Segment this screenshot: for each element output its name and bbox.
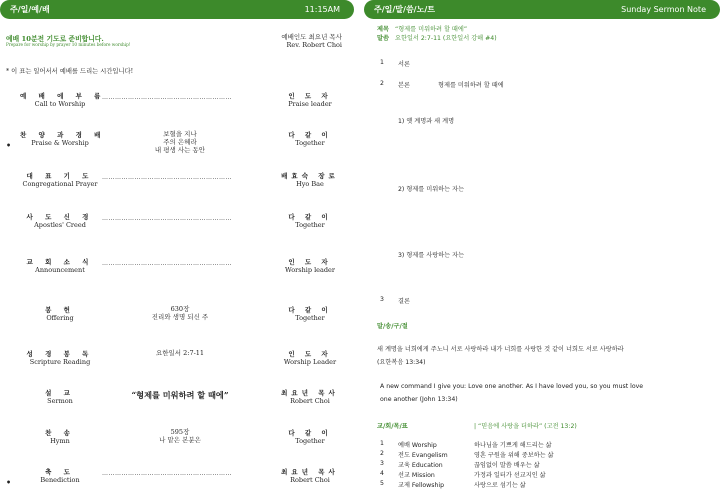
memory-verse-ko: 새 계명을 너희에게 주노니 서로 사랑하라 내가 너희를 사랑한 것 같이 너희도 서로 사랑하라 — [377, 346, 624, 353]
order-item-detail: 요한일서 2:7-11 — [155, 349, 205, 357]
order-item-leader-en: Robert Choi — [290, 476, 330, 484]
outline-body: 본론 — [398, 82, 410, 89]
church-goal-label: 교/회/목/표 — [377, 423, 408, 430]
leader-dots: …………………………………………………… — [102, 260, 232, 267]
order-item-leader-ko: 인 도 자 — [288, 92, 332, 100]
prep-subtitle: Prepare for worship by prayer 10 minutes before worship! — [6, 42, 131, 47]
goal-desc: 하나님을 기쁘게 해드리는 삶 — [474, 442, 552, 449]
outline-num-3: 3 — [380, 296, 384, 303]
title-value: “형제를 미워하려 할 때에” — [395, 26, 468, 33]
order-item-en: Hymn — [50, 437, 70, 445]
outline-num-1: 1 — [380, 59, 384, 66]
order-item-ko: 찬 양 과 경 배 — [20, 131, 106, 139]
order-item-leader-ko: 다 같 이 — [288, 429, 332, 437]
goal-desc: 끊임없이 말씀 배우는 삶 — [474, 462, 540, 469]
leader-dots: …………………………………………………… — [102, 94, 232, 101]
worship-header-bar — [0, 0, 354, 19]
point-1: 1) 옛 계명과 새 계명 — [398, 118, 455, 125]
leader-dots: …………………………………………………… — [102, 174, 232, 181]
order-item-leader-ko: 다 같 이 — [288, 131, 332, 139]
leader-dots: …………………………………………………… — [102, 215, 232, 222]
order-item-leader-en: Praise leader — [288, 100, 332, 108]
order-item-detail: 보혈을 지나 주의 은혜라 내 평생 사는 동안 — [154, 130, 206, 154]
text-label: 말씀 — [377, 35, 389, 42]
order-item-leader-ko: 인 도 자 — [288, 350, 332, 358]
order-item-leader-ko: 다 같 이 — [288, 306, 332, 314]
worship-header-title: 주/일/예/배 — [10, 5, 50, 14]
order-item-leader-en: Together — [295, 139, 325, 147]
order-item-ko: 대 표 기 도 — [26, 172, 94, 180]
standing-marker: • — [6, 140, 12, 150]
memory-verse-en-2: one another (John 13:34) — [380, 396, 458, 403]
order-item-ko: 축 도 — [45, 468, 75, 476]
order-item-leader-en: Worship Leader — [283, 358, 337, 366]
goal-num: 5 — [380, 480, 384, 487]
order-item-leader-ko: 최요년 목사 — [281, 468, 339, 476]
worship-header-time: 11:15AM — [304, 5, 340, 14]
goal-name: 선교 Mission — [398, 472, 435, 479]
order-item-ko: 봉 헌 — [45, 306, 75, 314]
order-item-ko: 예 배 에 부 름 — [20, 92, 106, 100]
order-item-leader-ko: 최요년 목사 — [281, 389, 339, 397]
memory-verse-en: A new command I give you: Love one another. As I have loved you, so you must love — [380, 383, 644, 390]
point-3: 3) 형제를 사랑하는 자는 — [398, 252, 465, 259]
goal-desc: 가정과 일터가 선교지인 삶 — [474, 472, 546, 479]
order-item-en: Apostles' Creed — [34, 221, 86, 229]
title-label: 제목 — [377, 26, 389, 33]
order-item-leader-en: Hyo Bae — [296, 180, 324, 188]
goal-name: 전도 Evangelism — [398, 452, 448, 459]
order-item-en: Congregational Prayer — [22, 180, 98, 188]
order-item-en: Scripture Reading — [29, 358, 91, 366]
memory-verse-ko-ref: (요한복음 13:34) — [377, 359, 426, 366]
sermon-note-panel — [364, 0, 720, 498]
goal-desc: 사랑으로 섬기는 삶 — [474, 482, 526, 489]
outline-intro: 서론 — [398, 61, 410, 68]
order-item-en: Announcement — [35, 266, 85, 274]
goal-desc: 영혼 구원을 위해 중보하는 삶 — [474, 452, 554, 459]
sermon-header-bar — [364, 0, 720, 19]
order-item-leader-ko: 인 도 자 — [288, 258, 332, 266]
outline-body-sub: 형제를 미워하려 할 때에 — [438, 82, 504, 89]
outline-conclusion: 결론 — [398, 298, 410, 305]
goal-num: 1 — [380, 440, 384, 447]
leader-dots: …………………………………………………… — [102, 470, 232, 477]
order-item-leader-en: Together — [295, 221, 325, 229]
order-item-en: Offering — [46, 314, 74, 322]
goal-name: 교제 Fellowship — [398, 482, 445, 489]
goal-name: 예배 Worship — [398, 442, 437, 449]
goal-num: 3 — [380, 460, 384, 467]
point-2: 2) 형제를 미워하는 자는 — [398, 186, 465, 193]
order-item-leader-en: Worship leader — [284, 266, 335, 274]
order-item-leader-en: Robert Choi — [290, 397, 330, 405]
order-item-en: Praise & Worship — [31, 139, 89, 147]
stand-note: * 이 표는 일어서서 예배를 드리는 시간입니다! — [6, 68, 134, 75]
text-value: 요한일서 2:7-11 (요한일서 강해 #4) — [395, 35, 497, 42]
order-item-en: Call to Worship — [34, 100, 86, 108]
church-motto: | “믿음에 사랑을 더하라” (고전 13:2) — [474, 423, 577, 430]
goal-name: 교육 Education — [398, 462, 443, 469]
goal-num: 2 — [380, 450, 384, 457]
order-item-ko: 교 회 소 식 — [26, 258, 94, 266]
sermon-header-subtitle: Sunday Sermon Note — [621, 5, 706, 14]
leader-en: Rev. Robert Choi — [286, 41, 342, 49]
prep-title: 예배 10분전 기도로 준비합니다. — [6, 35, 104, 43]
order-item-leader-en: Together — [295, 314, 325, 322]
order-item-en: Benediction — [40, 476, 80, 484]
order-item-detail: 595장 나 맡은 본분은 — [159, 428, 201, 444]
sermon-header-title: 주/일/말/씀/노/트 — [374, 5, 435, 14]
goal-num: 4 — [380, 470, 384, 477]
order-item-ko: 설 교 — [45, 389, 75, 397]
order-item-detail: “형제를 미워하려 할 때에” — [131, 390, 229, 400]
order-item-ko: 사 도 신 경 — [26, 213, 94, 221]
leader-ko: 예배인도 최요년 목사 — [281, 33, 342, 41]
order-item-detail: 630장 진리와 생명 되신 주 — [151, 305, 209, 321]
order-item-leader-ko: 다 같 이 — [288, 213, 332, 221]
memory-label: 말/송/구/절 — [377, 323, 408, 330]
order-item-ko: 찬 송 — [45, 429, 75, 437]
outline-num-2: 2 — [380, 80, 384, 87]
order-item-leader-ko: 배효숙 장로 — [281, 172, 339, 180]
order-item-en: Sermon — [47, 397, 73, 405]
order-item-leader-en: Together — [295, 437, 325, 445]
order-item-ko: 성 경 봉 독 — [26, 350, 94, 358]
standing-marker: • — [6, 477, 12, 487]
